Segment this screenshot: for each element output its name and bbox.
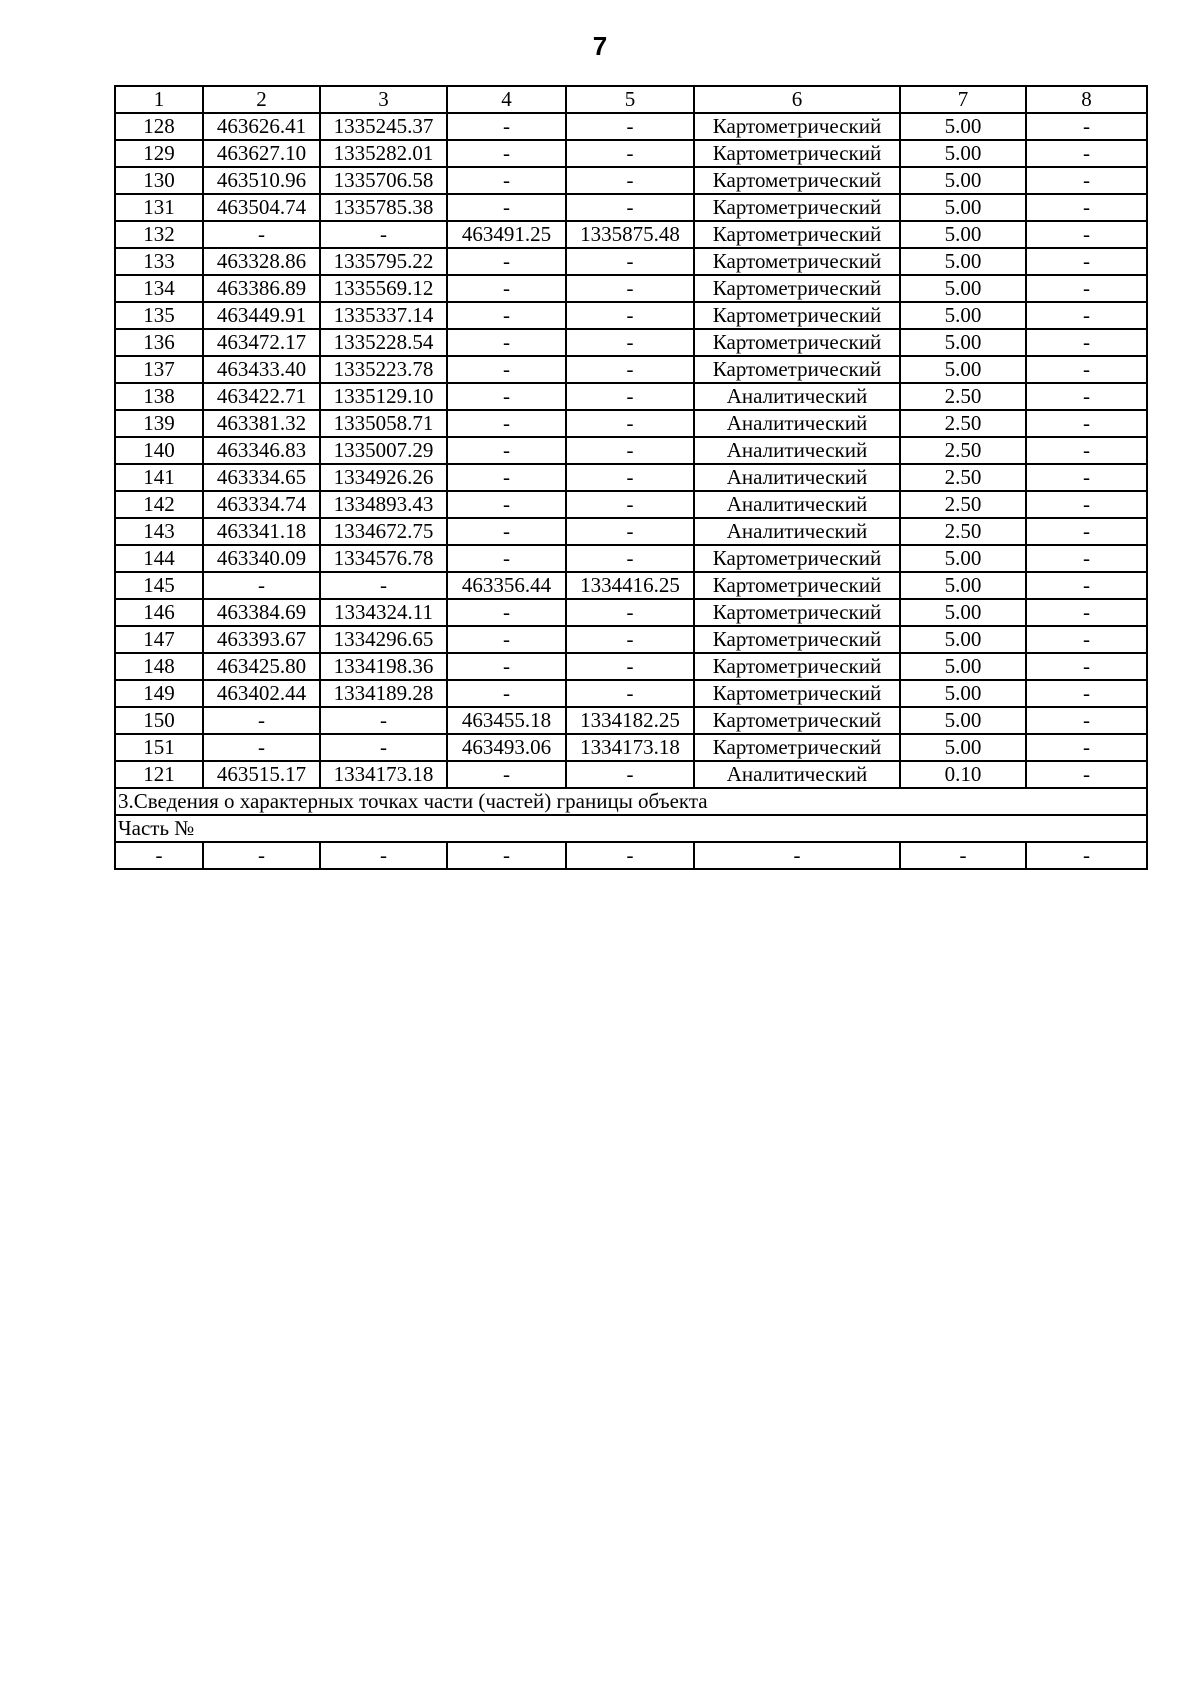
column-number-cell: 8 [1026, 86, 1147, 113]
description-cell: - [1026, 734, 1147, 761]
point-number-cell: 149 [115, 680, 203, 707]
point-number-cell: 144 [115, 545, 203, 572]
boundary-points-table [114, 85, 1148, 870]
empty-cell: - [115, 842, 203, 869]
y-coord-cell: 1335007.29 [320, 437, 447, 464]
x-coord-cell: - [203, 707, 320, 734]
method-cell: Картометрический [694, 572, 900, 599]
y-coord-cell: 1335129.10 [320, 383, 447, 410]
table-row [115, 248, 1147, 275]
x-new-cell: - [447, 194, 566, 221]
x-coord-cell: 463334.65 [203, 464, 320, 491]
table-row [115, 167, 1147, 194]
description-cell: - [1026, 194, 1147, 221]
section-title-row [115, 788, 1147, 815]
y-new-cell: - [566, 113, 694, 140]
accuracy-cell: 2.50 [900, 518, 1026, 545]
section-title: 3.Сведения о характерных точках части (частей) границы объекта [115, 788, 1147, 815]
y-coord-cell: 1334576.78 [320, 545, 447, 572]
accuracy-cell: 0.10 [900, 761, 1026, 788]
point-number-cell: 143 [115, 518, 203, 545]
description-cell: - [1026, 518, 1147, 545]
description-cell: - [1026, 545, 1147, 572]
x-new-cell: - [447, 302, 566, 329]
empty-cell: - [447, 842, 566, 869]
point-number-cell: 141 [115, 464, 203, 491]
table-row [115, 572, 1147, 599]
method-cell: Аналитический [694, 491, 900, 518]
accuracy-cell: 5.00 [900, 734, 1026, 761]
table-row [115, 410, 1147, 437]
x-new-cell: - [447, 464, 566, 491]
empty-cell: - [566, 842, 694, 869]
x-coord-cell: 463515.17 [203, 761, 320, 788]
method-cell: Картометрический [694, 680, 900, 707]
column-number-cell: 3 [320, 86, 447, 113]
table-row [115, 518, 1147, 545]
point-number-cell: 145 [115, 572, 203, 599]
y-new-cell: - [566, 599, 694, 626]
accuracy-cell: 5.00 [900, 653, 1026, 680]
accuracy-cell: 5.00 [900, 599, 1026, 626]
method-cell: Аналитический [694, 464, 900, 491]
x-new-cell: 463493.06 [447, 734, 566, 761]
method-cell: Картометрический [694, 194, 900, 221]
column-number-cell: 6 [694, 86, 900, 113]
method-cell: Картометрический [694, 248, 900, 275]
table-row [115, 545, 1147, 572]
x-coord-cell: 463381.32 [203, 410, 320, 437]
point-number-cell: 133 [115, 248, 203, 275]
x-new-cell: - [447, 437, 566, 464]
y-new-cell: 1334173.18 [566, 734, 694, 761]
table-row [115, 221, 1147, 248]
accuracy-cell: 5.00 [900, 248, 1026, 275]
table-row [115, 329, 1147, 356]
point-number-cell: 136 [115, 329, 203, 356]
table-row [115, 140, 1147, 167]
table-row [115, 194, 1147, 221]
accuracy-cell: 5.00 [900, 707, 1026, 734]
y-coord-cell: 1335282.01 [320, 140, 447, 167]
accuracy-cell: 5.00 [900, 302, 1026, 329]
description-cell: - [1026, 437, 1147, 464]
y-new-cell: 1334416.25 [566, 572, 694, 599]
empty-cell: - [1026, 842, 1147, 869]
accuracy-cell: 5.00 [900, 680, 1026, 707]
x-coord-cell: 463472.17 [203, 329, 320, 356]
method-cell: Аналитический [694, 761, 900, 788]
x-coord-cell: 463393.67 [203, 626, 320, 653]
method-cell: Картометрический [694, 356, 900, 383]
column-number-row [115, 86, 1147, 113]
x-coord-cell: - [203, 734, 320, 761]
point-number-cell: 147 [115, 626, 203, 653]
y-new-cell: - [566, 653, 694, 680]
x-coord-cell: 463334.74 [203, 491, 320, 518]
y-coord-cell: - [320, 572, 447, 599]
accuracy-cell: 2.50 [900, 383, 1026, 410]
point-number-cell: 140 [115, 437, 203, 464]
table-row [115, 113, 1147, 140]
y-coord-cell: - [320, 221, 447, 248]
y-coord-cell: 1334926.26 [320, 464, 447, 491]
method-cell: Аналитический [694, 383, 900, 410]
accuracy-cell: 2.50 [900, 464, 1026, 491]
accuracy-cell: 2.50 [900, 491, 1026, 518]
table-body [115, 86, 1147, 869]
y-coord-cell: 1335337.14 [320, 302, 447, 329]
description-cell: - [1026, 761, 1147, 788]
method-cell: Картометрический [694, 167, 900, 194]
x-coord-cell: 463340.09 [203, 545, 320, 572]
x-coord-cell: 463425.80 [203, 653, 320, 680]
description-cell: - [1026, 653, 1147, 680]
description-cell: - [1026, 599, 1147, 626]
x-coord-cell: 463627.10 [203, 140, 320, 167]
description-cell: - [1026, 626, 1147, 653]
x-new-cell: - [447, 248, 566, 275]
accuracy-cell: 5.00 [900, 194, 1026, 221]
table-row [115, 653, 1147, 680]
method-cell: Картометрический [694, 140, 900, 167]
x-new-cell: - [447, 680, 566, 707]
x-new-cell: - [447, 356, 566, 383]
description-cell: - [1026, 167, 1147, 194]
description-cell: - [1026, 248, 1147, 275]
y-new-cell: - [566, 356, 694, 383]
accuracy-cell: 5.00 [900, 545, 1026, 572]
description-cell: - [1026, 113, 1147, 140]
description-cell: - [1026, 221, 1147, 248]
y-new-cell: - [566, 302, 694, 329]
x-coord-cell: 463386.89 [203, 275, 320, 302]
table-row [115, 680, 1147, 707]
column-number-cell: 5 [566, 86, 694, 113]
empty-cell: - [900, 842, 1026, 869]
y-coord-cell: 1335785.38 [320, 194, 447, 221]
y-new-cell: - [566, 491, 694, 518]
description-cell: - [1026, 464, 1147, 491]
part-label-row [115, 815, 1147, 842]
point-number-cell: 121 [115, 761, 203, 788]
y-new-cell: 1334182.25 [566, 707, 694, 734]
y-new-cell: - [566, 437, 694, 464]
y-coord-cell: 1334324.11 [320, 599, 447, 626]
y-coord-cell: 1335058.71 [320, 410, 447, 437]
point-number-cell: 137 [115, 356, 203, 383]
method-cell: Картометрический [694, 221, 900, 248]
table-row [115, 599, 1147, 626]
accuracy-cell: 5.00 [900, 356, 1026, 383]
empty-cell: - [203, 842, 320, 869]
point-number-cell: 142 [115, 491, 203, 518]
x-new-cell: - [447, 626, 566, 653]
y-new-cell: - [566, 329, 694, 356]
y-new-cell: - [566, 626, 694, 653]
x-new-cell: - [447, 599, 566, 626]
table-row [115, 761, 1147, 788]
y-coord-cell: - [320, 707, 447, 734]
method-cell: Аналитический [694, 410, 900, 437]
y-coord-cell: 1335569.12 [320, 275, 447, 302]
y-new-cell: - [566, 680, 694, 707]
description-cell: - [1026, 572, 1147, 599]
point-number-cell: 150 [115, 707, 203, 734]
table-row [115, 275, 1147, 302]
x-new-cell: - [447, 410, 566, 437]
point-number-cell: 130 [115, 167, 203, 194]
description-cell: - [1026, 140, 1147, 167]
y-new-cell: - [566, 248, 694, 275]
y-new-cell: - [566, 275, 694, 302]
x-coord-cell: 463433.40 [203, 356, 320, 383]
column-number-cell: 7 [900, 86, 1026, 113]
y-coord-cell: 1334173.18 [320, 761, 447, 788]
point-number-cell: 151 [115, 734, 203, 761]
empty-table-row [115, 842, 1147, 869]
y-coord-cell: 1334672.75 [320, 518, 447, 545]
method-cell: Картометрический [694, 302, 900, 329]
x-new-cell: 463356.44 [447, 572, 566, 599]
column-number-cell: 1 [115, 86, 203, 113]
method-cell: Картометрический [694, 626, 900, 653]
y-new-cell: - [566, 464, 694, 491]
x-coord-cell: 463449.91 [203, 302, 320, 329]
page-number: 7 [592, 31, 608, 61]
method-cell: Аналитический [694, 437, 900, 464]
method-cell: Картометрический [694, 113, 900, 140]
accuracy-cell: 5.00 [900, 113, 1026, 140]
description-cell: - [1026, 302, 1147, 329]
y-new-cell: - [566, 518, 694, 545]
x-coord-cell: - [203, 221, 320, 248]
x-coord-cell: 463402.44 [203, 680, 320, 707]
y-new-cell: - [566, 194, 694, 221]
part-label: Часть № [115, 815, 1147, 842]
point-number-cell: 146 [115, 599, 203, 626]
description-cell: - [1026, 491, 1147, 518]
x-coord-cell: 463510.96 [203, 167, 320, 194]
x-new-cell: - [447, 653, 566, 680]
y-coord-cell: 1334189.28 [320, 680, 447, 707]
point-number-cell: 138 [115, 383, 203, 410]
accuracy-cell: 5.00 [900, 167, 1026, 194]
point-number-cell: 135 [115, 302, 203, 329]
description-cell: - [1026, 329, 1147, 356]
point-number-cell: 139 [115, 410, 203, 437]
method-cell: Картометрический [694, 275, 900, 302]
y-new-cell: - [566, 167, 694, 194]
accuracy-cell: 5.00 [900, 221, 1026, 248]
point-number-cell: 134 [115, 275, 203, 302]
x-coord-cell: 463384.69 [203, 599, 320, 626]
column-number-cell: 2 [203, 86, 320, 113]
point-number-cell: 148 [115, 653, 203, 680]
point-number-cell: 128 [115, 113, 203, 140]
x-coord-cell: 463422.71 [203, 383, 320, 410]
description-cell: - [1026, 410, 1147, 437]
accuracy-cell: 5.00 [900, 626, 1026, 653]
y-new-cell: - [566, 383, 694, 410]
x-new-cell: - [447, 491, 566, 518]
accuracy-cell: 5.00 [900, 140, 1026, 167]
x-new-cell: - [447, 329, 566, 356]
method-cell: Картометрический [694, 653, 900, 680]
accuracy-cell: 5.00 [900, 275, 1026, 302]
method-cell: Картометрический [694, 734, 900, 761]
x-coord-cell: 463341.18 [203, 518, 320, 545]
table-row [115, 734, 1147, 761]
table-row [115, 302, 1147, 329]
x-new-cell: - [447, 545, 566, 572]
y-coord-cell: 1335228.54 [320, 329, 447, 356]
y-coord-cell: 1334893.43 [320, 491, 447, 518]
table-row [115, 626, 1147, 653]
y-new-cell: - [566, 140, 694, 167]
y-new-cell: 1335875.48 [566, 221, 694, 248]
y-coord-cell: 1335245.37 [320, 113, 447, 140]
y-coord-cell: 1335706.58 [320, 167, 447, 194]
x-new-cell: - [447, 113, 566, 140]
y-coord-cell: - [320, 734, 447, 761]
x-coord-cell: 463626.41 [203, 113, 320, 140]
table-row [115, 383, 1147, 410]
description-cell: - [1026, 356, 1147, 383]
table-row [115, 437, 1147, 464]
y-coord-cell: 1334198.36 [320, 653, 447, 680]
description-cell: - [1026, 707, 1147, 734]
accuracy-cell: 2.50 [900, 437, 1026, 464]
x-new-cell: 463491.25 [447, 221, 566, 248]
accuracy-cell: 5.00 [900, 572, 1026, 599]
description-cell: - [1026, 680, 1147, 707]
y-coord-cell: 1335795.22 [320, 248, 447, 275]
point-number-cell: 129 [115, 140, 203, 167]
y-coord-cell: 1335223.78 [320, 356, 447, 383]
y-new-cell: - [566, 545, 694, 572]
table-row [115, 491, 1147, 518]
x-new-cell: - [447, 275, 566, 302]
table-row [115, 464, 1147, 491]
y-new-cell: - [566, 761, 694, 788]
x-coord-cell: 463328.86 [203, 248, 320, 275]
empty-cell: - [320, 842, 447, 869]
table-row [115, 707, 1147, 734]
method-cell: Картометрический [694, 599, 900, 626]
x-new-cell: - [447, 167, 566, 194]
description-cell: - [1026, 275, 1147, 302]
accuracy-cell: 5.00 [900, 329, 1026, 356]
x-new-cell: - [447, 761, 566, 788]
x-coord-cell: 463504.74 [203, 194, 320, 221]
method-cell: Картометрический [694, 545, 900, 572]
x-new-cell: - [447, 383, 566, 410]
method-cell: Картометрический [694, 329, 900, 356]
accuracy-cell: 2.50 [900, 410, 1026, 437]
point-number-cell: 132 [115, 221, 203, 248]
description-cell: - [1026, 383, 1147, 410]
x-coord-cell: - [203, 572, 320, 599]
column-number-cell: 4 [447, 86, 566, 113]
y-new-cell: - [566, 410, 694, 437]
method-cell: Картометрический [694, 707, 900, 734]
x-coord-cell: 463346.83 [203, 437, 320, 464]
point-number-cell: 131 [115, 194, 203, 221]
empty-cell: - [694, 842, 900, 869]
x-new-cell: - [447, 140, 566, 167]
table-row [115, 356, 1147, 383]
method-cell: Аналитический [694, 518, 900, 545]
y-coord-cell: 1334296.65 [320, 626, 447, 653]
x-new-cell: - [447, 518, 566, 545]
x-new-cell: 463455.18 [447, 707, 566, 734]
